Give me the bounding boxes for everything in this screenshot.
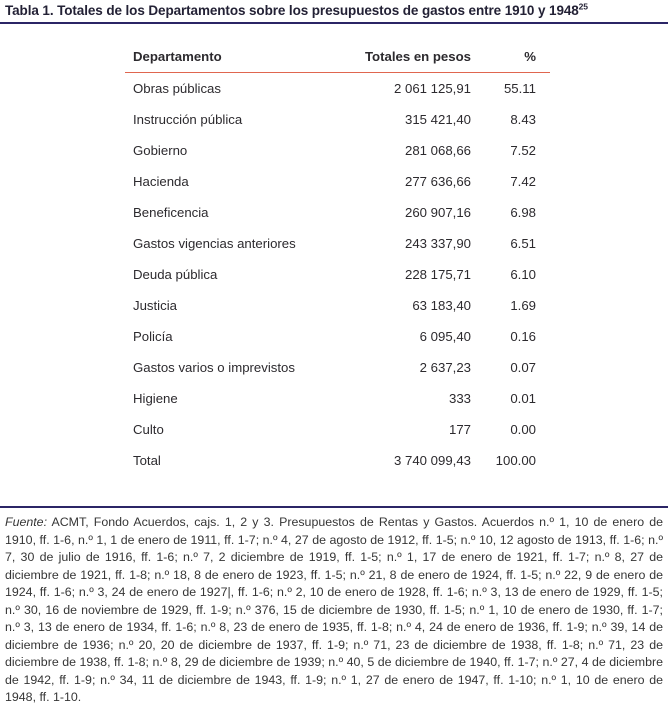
table-row <box>125 414 550 445</box>
department-cell: Gastos vigencias anteriores <box>133 236 296 251</box>
total-pesos-cell: 260 907,16 <box>404 205 471 220</box>
total-pesos-cell: 3 740 099,43 <box>393 453 471 468</box>
total-pesos-cell: 277 636,66 <box>404 174 471 189</box>
department-cell: Gobierno <box>133 143 188 158</box>
percent-cell: 6.51 <box>510 236 536 251</box>
percent-cell: 6.98 <box>510 205 536 220</box>
department-cell: Instrucción pública <box>133 112 243 127</box>
department-cell: Obras públicas <box>133 81 221 96</box>
footnote-reference: 25 <box>578 1 588 12</box>
source-note-label: Fuente: <box>5 515 48 529</box>
table-row <box>125 166 550 197</box>
percent-cell: 0.00 <box>510 422 536 437</box>
table-row <box>125 383 550 414</box>
total-pesos-cell: 333 <box>448 391 471 406</box>
table-header <box>125 44 550 73</box>
title-rule <box>0 22 668 24</box>
department-cell: Justicia <box>133 298 177 313</box>
total-pesos-cell: 6 095,40 <box>419 329 471 344</box>
department-cell: Culto <box>133 422 164 437</box>
percent-cell: 0.01 <box>510 391 536 406</box>
column-header-totales: Totales en pesos <box>335 44 471 73</box>
department-cell: Deuda pública <box>133 267 218 282</box>
total-pesos-cell: 281 068,66 <box>404 143 471 158</box>
total-pesos-cell: 177 <box>448 422 471 437</box>
table-row <box>125 104 550 135</box>
table-row <box>125 135 550 166</box>
percent-cell: 0.07 <box>510 360 536 375</box>
source-note-text: ACMT, Fondo Acuerdos, cajs. 1, 2 y 3. Presupuestos de Rentas y Gastos. Acuerdos n.º 1, 10 de enero de 1910, ff. 1-6, n.º 1, 1 de enero de 1911, ff. 1-7; n.º 4, 27 de agosto de 1912, ff. 1-5; n.º 10, 12 agosto de 1913, ff. 1-6; n.º 7, 30 de julio de 1916, ff. 1-6; n.º 7, 2 diciembre de 1919, ff. 1-5; n.º 1, 17 de enero de 1921, ff. 1-7; n.º 8, 27 de diciembre de 1921, ff. 1-8; n.º 18, 8 de enero de 1923, ff. 1-5; n.º 21, 8 de enero de 1924, ff. 1-5; n.º 22, 9 de enero de 1924, ff. 1-6; n.º 3, 24 de enero de 1927|, ff. 1-6; n.º 2, 10 de enero de 1928, ff. 1-6; n.º 3, 13 de enero de 1929, ff. 1-5; n.º 30, 16 de noviembre de 1929, ff. 1-9; n.º 376, 15 de diciembre de 1930, ff. 1-5; n.º 1, 10 de enero de 1930, ff. 1-7; n.º 3, 13 de enero de 1934, ff. 1-6; n.º 8, 23 de enero de 1935, ff. 1-8; n.º 4, 24 de enero de 1936, ff. 1-9; n.º 39, 14 de diciembre de 1936; n.º 20, 20 de diciembre de 1937, ff. 1-9; n.º 71, 23 de diciembre de 1938, ff. 1-8; n.º 71, 23 de diciembre de 1938, ff. 1-8; n.º 8, 29 de diciembre de 1939; n.º 40, 5 de diciembre de 1940, ff. 1-7; n.º 27, 4 de diciembre de 1942, ff. 1-9; n.º 34, 11 de diciembre de 1943, ff. 1-9; n.º 1, 27 de enero de 1947, ff. 1-10; n.º 1, 10 de enero de 1948, ff. 1-10. <box>5 515 663 704</box>
total-pesos-cell: 2 637,23 <box>419 360 471 375</box>
table-header-row <box>125 44 550 73</box>
table-title <box>0 0 668 18</box>
table-body <box>125 73 550 477</box>
table-row <box>125 73 550 105</box>
percent-cell: 55.11 <box>503 81 536 96</box>
table-title-text: Totales de los Departamentos sobre los presupuestos de gastos entre 1910 y 1948 <box>53 3 579 18</box>
table-bottom-rule <box>0 506 668 508</box>
department-cell: Hacienda <box>133 174 189 189</box>
percent-cell: 6.10 <box>510 267 536 282</box>
department-cell: Policía <box>133 329 173 344</box>
percent-cell: 0.16 <box>510 329 536 344</box>
column-header-percent: % <box>471 44 550 73</box>
department-cell: Gastos varios o imprevistos <box>133 360 295 375</box>
total-pesos-cell: 243 337,90 <box>404 236 471 251</box>
department-cell: Total <box>133 453 161 468</box>
total-pesos-cell: 2 061 125,91 <box>393 81 471 96</box>
column-header-departamento: Departamento <box>125 44 335 73</box>
total-pesos-cell: 315 421,40 <box>404 112 471 127</box>
total-pesos-cell: 63 183,40 <box>412 298 471 313</box>
department-cell: Beneficencia <box>133 205 209 220</box>
percent-cell: 1.69 <box>510 298 536 313</box>
total-pesos-cell: 228 175,71 <box>404 267 471 282</box>
table-row <box>125 259 550 290</box>
percent-cell: 7.42 <box>510 174 536 189</box>
table-row <box>125 321 550 352</box>
table-row <box>125 352 550 383</box>
percent-cell: 8.43 <box>510 112 536 127</box>
department-cell: Higiene <box>133 391 178 406</box>
table-row <box>125 290 550 321</box>
budget-table <box>125 44 550 476</box>
table-row <box>125 197 550 228</box>
table-title-label: Tabla 1. <box>5 3 54 18</box>
source-note <box>5 514 663 707</box>
table-row <box>125 228 550 259</box>
table-row <box>125 445 550 476</box>
percent-cell: 7.52 <box>510 143 536 158</box>
percent-cell: 100.00 <box>495 453 536 468</box>
